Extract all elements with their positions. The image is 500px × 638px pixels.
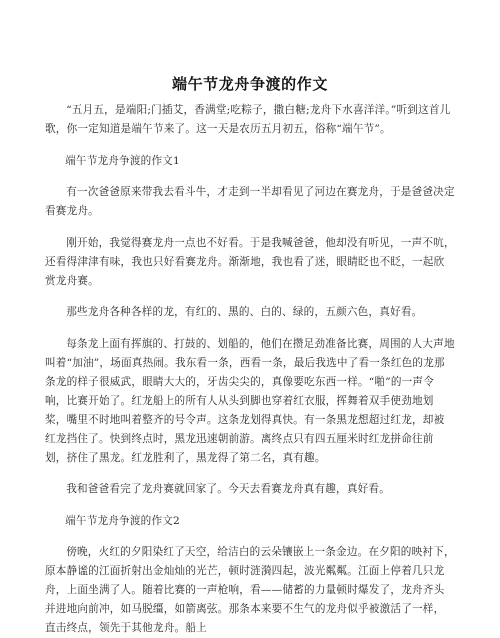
essay-1-paragraph: 我和爸爸看完了龙舟赛就回家了。今天去看赛龙舟真有趣，真好看。 <box>66 483 390 495</box>
essay-1-paragraph: 刚开始，我觉得赛龙舟一点也不好看。于是我喊爸爸，他却没有听见，一声不吭，还看得津津有味，我也只好看赛龙舟。渐渐地，我也看了迷，眼睛眨也不眨，一起欣赏龙舟赛。 <box>45 236 455 287</box>
essay-1-heading: 端午节龙舟争渡的作文1 <box>65 154 181 167</box>
essay-2-heading: 端午节龙舟争渡的作文2 <box>65 514 181 527</box>
essay-2-paragraph: 傍晚，火红的夕阳染红了天空，给洁白的云朵镶嵌上一条金边。在夕阳的映衬下，原本静谧的江面折射出金灿灿的光芒，顿时涟漪四起，波光粼粼。江面上停着几只龙舟，上面坐满了人。随着比赛的一声枪响，看——储蓄的力量顿时爆发了，龙舟齐头并进地向前冲，如马脱缰，如箭离弦。那条本来要不生气的龙舟似乎被激活了一样，直击终点，领先于其他龙舟。船上 <box>45 546 455 634</box>
article-title: 端午节龙舟争渡的作文 <box>171 75 328 93</box>
essay-1-paragraph: 每条龙上面有挥旗的、打鼓的、划船的，他们在攒足劲准备比赛，周围的人大声地叫着“加油”，场面真热闹。我东看一条，西看一条，最后我选中了看一条红色的龙那条龙的样子很威武，眼睛大大的，牙齿尖尖的，真像要吃东西一样。“啪”的一声令响，比赛开始了。红龙船上的所有人从头到脚也穿着红衣服，挥舞着双手使劲地划桨，嘴里不时地叫着整齐的号令声。这条龙划得真快。有一条黑龙想超过红龙，却被红龙挡住了。快到终点时，黑龙迅速朝前游。离终点只有四五厘米时红龙拼命往前划，挤住了黑龙。红龙胜利了，黑龙得了第二名，真有趣。 <box>45 337 455 464</box>
article-body <box>45 101 455 638</box>
essay-1-paragraph: 那些龙舟各种各样的龙，有红的、黑的、白的、绿的，五颜六色，真好看。 <box>66 306 423 318</box>
intro-paragraph: “五月五，是端阳;门插艾，香满堂;吃粽子，撒白糖;龙舟下水喜洋洋。”听到这首儿歌，你一定知道是端午节来了。这一天是农历五月初五，俗称“端午节”。 <box>45 104 451 135</box>
essay-1-paragraph: 有一次爸爸原来带我去看斗牛，才走到一半却看见了河边在赛龙舟，于是爸爸决定看赛龙舟。 <box>45 186 455 217</box>
